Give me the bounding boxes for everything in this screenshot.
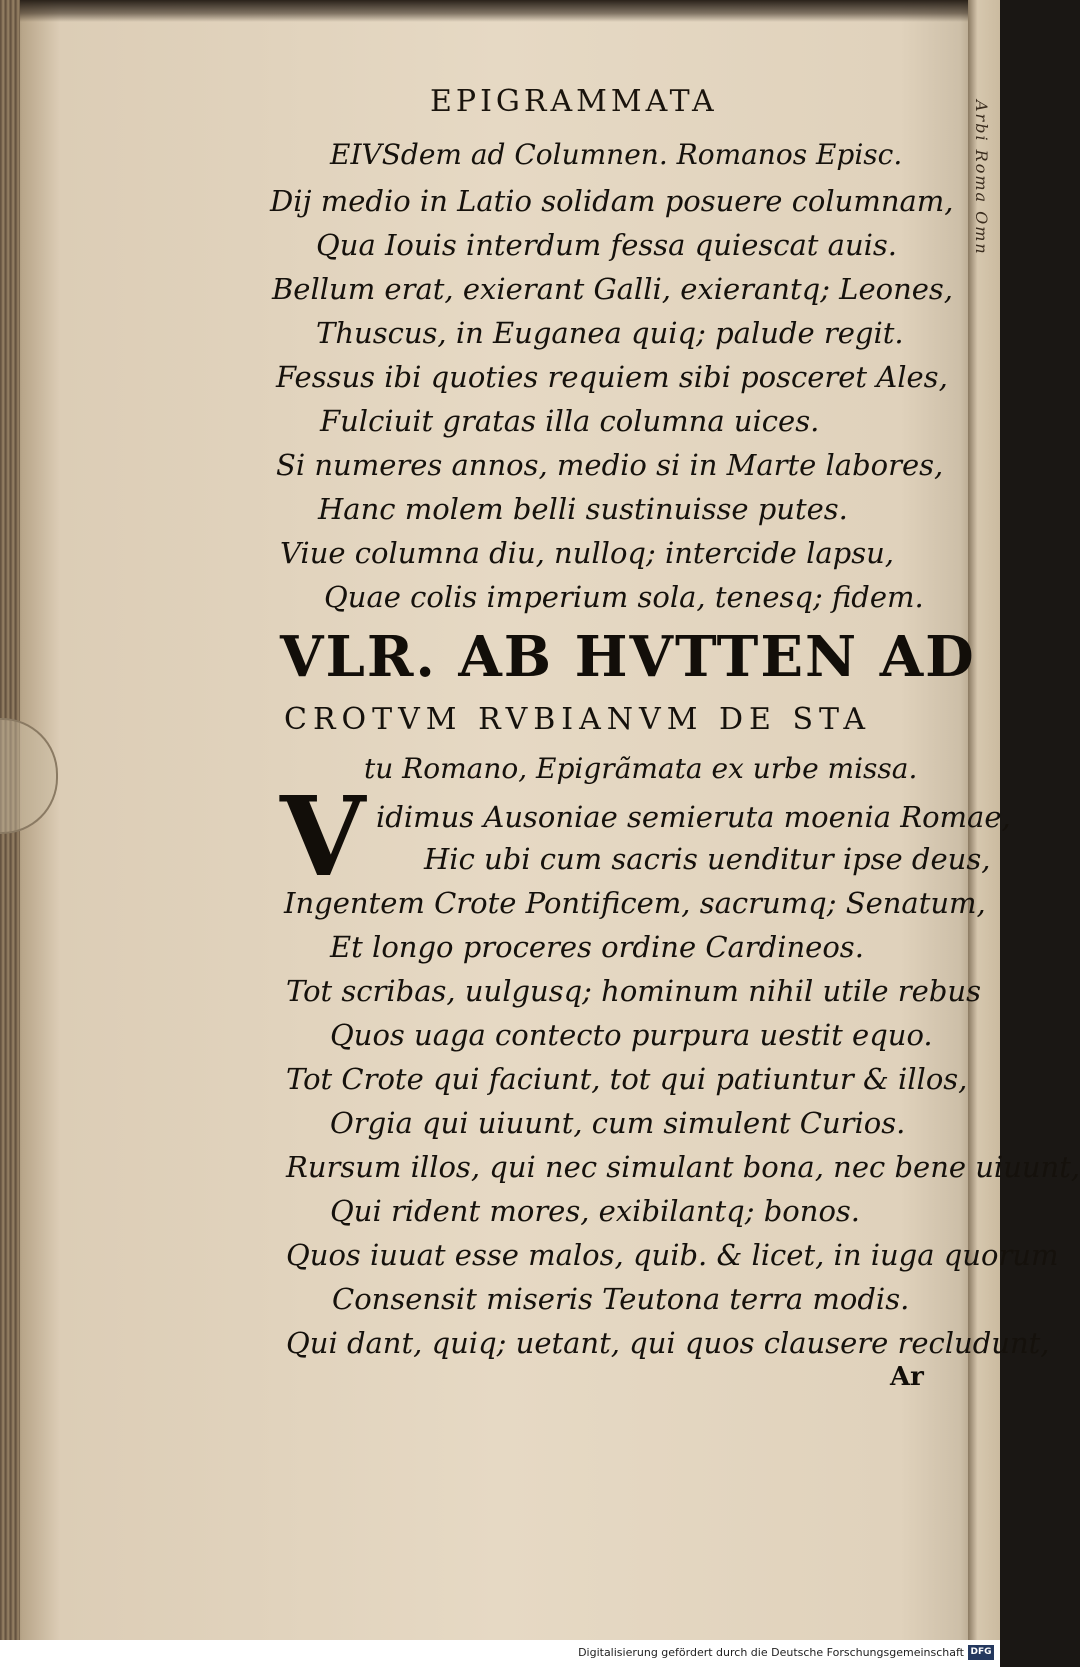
- poem2-line: idimus Ausoniae semieruta moenia Romae,: [376, 800, 1011, 834]
- poem1-line: Fulciuit gratas illa columna uices.: [320, 404, 820, 438]
- poem2-line: Orgia qui uiuunt, cum simulent Curios.: [330, 1106, 906, 1140]
- poem1-line: Viue columna diu, nulloq; intercide lapsu,: [280, 536, 894, 570]
- poem1-heading: EIVSdem ad Columnen. Romanos Episc.: [330, 138, 903, 171]
- poem2-line: Ingentem Crote Pontificem, sacrumq; Senatum,: [284, 886, 986, 920]
- footer-credit: Digitalisierung gefördert durch die Deutsche Forschungsgemeinschaft: [578, 1646, 964, 1659]
- poem2-line: Qui rident mores, exibilantq; bonos.: [330, 1194, 861, 1228]
- footer-bar: [0, 1640, 1000, 1667]
- poem1-line: Si numeres annos, medio si in Marte labores,: [276, 448, 944, 482]
- poem1-line: Dij medio in Latio solidam posuere columnam,: [270, 184, 954, 218]
- poem2-line: Et longo proceres ordine Cardineos.: [330, 930, 864, 964]
- dfg-logo-icon: DFG: [968, 1645, 994, 1660]
- poem1-line: Fessus ibi quoties requiem sibi posceret Ales,: [276, 360, 948, 394]
- poem2-line: Quos uaga contecto purpura uestit equo.: [330, 1018, 933, 1052]
- catchword: Ar: [890, 1362, 924, 1392]
- poem2-title-line3: tu Romano, Epigrãmata ex urbe missa.: [364, 752, 918, 785]
- poem2-line: Tot scribas, uulgusq; hominum nihil utile rebus: [286, 974, 981, 1008]
- poem2-title-line1: VLR. AB HVTTEN AD: [280, 624, 976, 690]
- top-shadow: [0, 0, 1000, 22]
- poem2-line: Hic ubi cum sacris uenditur ipse deus,: [424, 842, 991, 876]
- book-clip: [0, 718, 58, 834]
- poem1-line: Hanc molem belli sustinuisse putes.: [318, 492, 848, 526]
- poem1-line: Qua Iouis interdum fessa quiescat auis.: [316, 228, 897, 262]
- poem2-line: Consensit miseris Teutona terra modis.: [332, 1282, 910, 1316]
- poem1-line: Quae colis imperium sola, tenesq; fidem.: [324, 580, 924, 614]
- running-head: EPIGRAMMATA: [430, 84, 718, 119]
- poem1-line: Bellum erat, exierant Galli, exierantq; Leones,: [272, 272, 954, 306]
- poem2-line: Tot Crote qui faciunt, tot qui patiuntur & illos,: [286, 1062, 968, 1096]
- poem2-line: Qui dant, quiq; uetant, qui quos clausere recludunt,: [286, 1326, 1050, 1360]
- facing-page-margin-text: Arbi Roma Omn: [972, 100, 991, 256]
- poem1-line: Thuscus, in Euganea quiq; palude regit.: [316, 316, 904, 350]
- drop-capital: V: [280, 772, 366, 901]
- poem2-line: Quos iuuat esse malos, quib. & licet, in iuga quorum: [286, 1238, 1059, 1272]
- poem2-title-line2: CROTVM RVBIANVM DE STA: [284, 702, 872, 737]
- poem2-line: Rursum illos, qui nec simulant bona, nec bene uiuunt,: [286, 1150, 1080, 1184]
